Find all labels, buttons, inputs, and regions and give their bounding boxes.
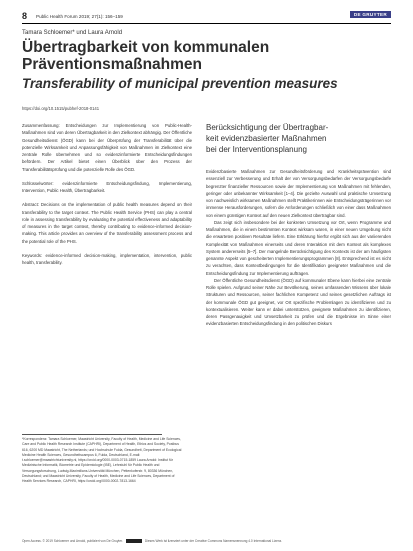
authors: Tamara Schloemer* und Laura Arnold [22, 30, 123, 36]
section-heading [206, 122, 391, 155]
schluesselwoerter: Schlüsselwörter: evidenzinformierte Entscheidungsfindung, Implementierung, Intervention, Public Health, Übertragbarkeit. [22, 180, 192, 193]
section-heading-line: Berücksichtigung der Übertragbar- [206, 123, 329, 132]
body-paragraph: Der Öffentliche Gesundheitsdienst (ÖGD) auf kommunaler Ebene kann hierbei eine zentrale Rolle spielen. Aufgrund seiner Nähe zur Bevölkerung, seines umfassenden Wissens über lokale Strukturen und Ressourcen, seiner fachlichen Kompetenz und seines gesetzlichen Auftrags ist der kommunale ÖGD gut geeignet, vor Ort spezifische Problemlagen zu identifizieren und zu kontextualisieren. Weiter kann er dabei unterstützen, geeignete Maßnahmen zu identifizieren, deren Passgenauigkeit und Umsetzbarkeit zu prüfen und die Ergebnisse im Sinne einer evidenzbasierten Entscheidungsfindung in den politischen Diskurs [206, 277, 391, 327]
page-number: 8 [22, 11, 28, 21]
doi-link[interactable]: https://doi.org/10.1515/pubhef-2018-0141 [22, 106, 100, 111]
title-german: Übertragbarkeit von kommunalen Präventionsmaßnahmen [22, 39, 270, 73]
abstract: Abstract: Decisions on the implementation of public health measures depend on their transferability to the target context. The Public Health Service (PHS) can play a central role in assessing transferability by evaluating the potential effectiveness and adaptability of measures in the target context, thereby contributing to evidence-informed decision-making. This article provides an overview of the transferability assessment process and the potential role of the PHS. [22, 202, 192, 244]
footnote-separator [22, 434, 162, 435]
open-access-note: Open Access. © 2019 Schloemer und Arnold, publiziert von De Gruyter. [22, 539, 123, 543]
body-paragraph: Das zeigt sich insbesondere bei der konkreten Umsetzung vor Ort, wenn Programme und Maßnahmen, die in einem bestimmten Kontext wirksam waren, in einer neuen Umgebung nicht die erwarteten positiven Resultate liefern. Eine Erklärung hierfür ergibt sich aus der variierenden Komplexität von Maßnahmen einerseits und deren Interaktion mit dem Kontext als komplexes System andererseits [5–7]. Der mangelnde Berücksichtigung des Kontexts ist der am häufigsten genannte Aspekt von gescheiterten Implementierungsprogrammen [8]. Entsprechend ist es nicht zu verachten, dass Kontextbedingungen für die Identifikation geeigneter Maßnahmen und die Entscheidungsfindung zur Implementierung auftragen. [206, 219, 391, 276]
publisher-logo: DE GRUYTER [350, 11, 391, 18]
cc-by-icon [126, 539, 142, 543]
left-column [22, 122, 192, 273]
page-header [22, 10, 391, 22]
zusammenfassung: Zusammenfassung: Entscheidungen zur Implementierung von Public-Health-Maßnahmen sind von deren Übertragbarkeit in den Zielkontext abhängig. Der Öffentliche Gesundheitsdienst (ÖGD) kann bei der Überprüfung der Transferabilität über die potenzielle Wirksamkeit und Anpassungsfähigkeit von Maßnahmen im Zielkontext eine zentrale Rolle übernehmen und so evidenzinformierte Entscheidungsfindungen befördern. Der Artikel bietet einen Überblick über den Prozess der Transferabilitätsprüfung und die potenzielle Rolle des ÖGD. [22, 123, 192, 172]
section-heading-line: bei der Interventionsplanung [206, 145, 307, 154]
section-heading-line: keit evidenzbasierter Maßnahmen [206, 134, 327, 143]
keywords: Keywords: evidence-informed decision-making, implementation, intervention, public health, transferability. [22, 252, 192, 265]
correspondence-footnote: *Korrespondenz: Tamara Schloemer, Maastricht University, Faculty of Health, Medicine and Life Sciences, Care and Public Health Research Institute (CAPHRI), Department of Health, Ethics and Society, Postbus 616, 6200 MD Maastricht, The Netherlands; und Hochschule Fulda, Gesundheit, Department of Ecological Medicine Health Sciences, Gesundheitscampus 6, Fulda, Deutschland, E-mail: t.schloemer@maastrichtuniversity.nl, https://orcid.org/0000-0003-0715-1859 Laura Arnold: Institut für Medizinische Informatik, Biometrie und Epidemiologie (IBE), Lehrstuhl für Public Health und Versorgungsforschung, Ludwig-Maximilians-Universität München, Pettenkoferstr. 9, 80336 München, Deutschland; und Maastricht University, Faculty of Health, Medicine and Life Sciences, Department of Health Services Research, CAPHRI, https://orcid.org/0000-0002-7813-1664 [22, 437, 182, 484]
title-english: Transferability of municipal prevention measures [22, 76, 338, 91]
journal-citation: Public Health Forum 2019; 27(1): 156–159 [36, 13, 123, 19]
header-rule [22, 23, 391, 24]
license-text: Dieses Werk ist lizenziert unter der Creative Commons Namensnennung 4.0 International Lizenz. [144, 539, 283, 543]
license-bar [22, 538, 391, 544]
body-paragraph: Evidenzbasierte Maßnahmen zur Gesundheitsförderung und Krankheitsprävention sind essenziell zur Verbesserung und Erhalt der von Versorgungsbedarfen der Versorgungsbedarfe begrenzter finanzieller Ressourcen sowie der Implementierung von Maßnahmen mit fehlenden, geringer oder unbekannter Wirksamkeit [1–4]. Die gezielte Auswahl und praktische Umsetzung von nachweislich wirksamen Maßnahmen stellt Praktikerinnen wie Entscheidungsträgerinnen vor immense Herausforderungen, sofern die Anforderungen schließlich von einer dass Maßnahmen von einem günstigen Kontext auf den neuen Zielkontext übertragbar sind. [206, 169, 391, 218]
right-column [206, 122, 391, 335]
